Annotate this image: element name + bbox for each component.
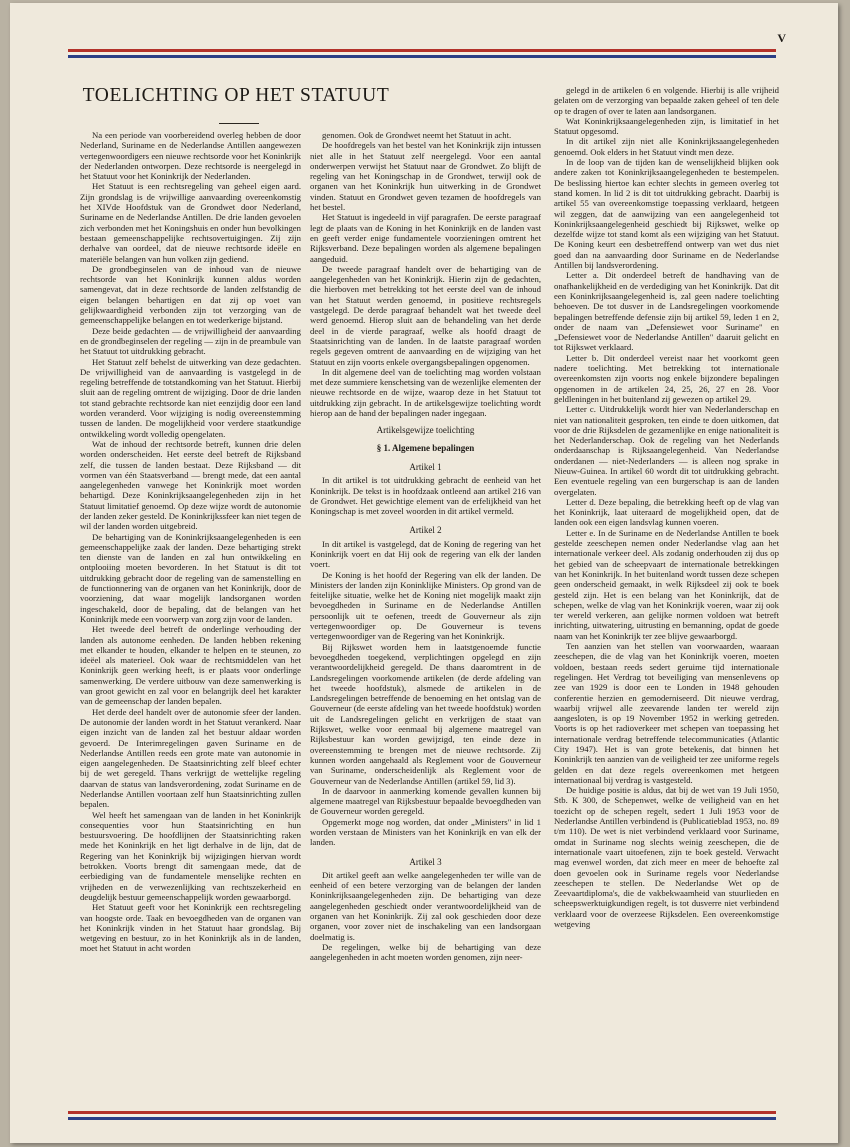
paragraph: Wat de inhoud der rechtsorde betreft, kunnen drie delen worden onderscheiden. Het eerste deel betreft de Rijksband zelf, die tussen de landen bestaat. Deze Rijksband — dit vormen van één Staatsverband — brengt mede, dat een aantal aangelegenheden vanwege het Koninkrijk moet worden behartigd. Deze Koninkrijksaangelegenheden zijn in het Statuut limitatief genoemd. Op deze wijze wordt de autonomie der landen zeker gesteld. De Koninkrijkssfeer kan niet tegen de wil der landen worden uitgebreid. xyxy=(80,438,301,532)
page-sheet xyxy=(10,3,838,1143)
column-1 xyxy=(80,130,301,954)
article-2-title: Artikel 2 xyxy=(409,525,442,536)
paragraph: Letter d. Deze bepaling, die betrekking heeft op de vlag van het Koninkrijk, laat uiteraard de mogelijkheid open, dat de landen ook een eigen landsvlag kunnen voeren. xyxy=(554,496,779,528)
paragraph: In de daarvoor in aanmerking komende gevallen kunnen bij algemene maatregel van Rijksbestuur bepaalde bevoegdheden van de Gouverneur worden geregeld. xyxy=(310,785,541,817)
paragraph: Letter a. Dit onderdeel betreft de handhaving van de onafhankelijkheid en de verdediging van het Koninkrijk. Dat dit een Koninkrijksaangelegenheid is, zal geen nadere toelichting behoeven. De tot dusver in de Landsregelingen voorkomende bepalingen betreffende defensie zijn bij artikel 59, leden 1 en 2, onder de naam van „Defensiewet voor Suriname" en „Defensiewet voor de Nederlandse Antillen" daaruit gelicht en tot Rijkswet verklaard. xyxy=(554,270,779,353)
paragraph: De hoofdregels van het bestel van het Koninkrijk zijn intussen niet alle in het Statuut zelf neergelegd. Voor een aantal onderwerpen verwijst het Statuut naar de Grondwet. Zo blijft de regeling van het Koningschap in de Grondwet, terwijl ook de organen van het Koninkrijk hun uitwerking in de Grondwet vinden. Statuut en Grondwet geven tezamen de hoofdregels van het bestel. xyxy=(310,140,541,213)
paragraph: Letter e. In de Suriname en de Nederlandse Antillen te boek gestelde zeeschepen nemen onder Nederlandse vlag aan het internationale verkeer deel. Als zodanig onderhouden zij dus op het gebied van de scheepvaart de internationale betrekkingen van het Koninkrijk. In het buitenland wordt tussen deze schepen geen onderscheid gemaakt, in welk Rijksdeel zij ook te boek gesteld zijn. Het is een belang van het Koninkrijk, dat de schepen, welke de vlag van het Koninkrijk voeren, waar zij ook ter wereld verkeren, aan gelijke normen voldoen wat betreft inrichting, uitwatering, uitrusting en bemanning, opdat de goede naam van het Koninkrijk ter zee blijve gewaarborgd. xyxy=(554,527,779,641)
paragraph: Letter c. Uitdrukkelijk wordt hier van Nederlanderschap en niet van nationaliteit gesproken, ten einde te doen uitkomen, dat voor de drie Rijksdelen de gezamenlijke en enige nationaliteit is het Nederlanderschap. Ook de regeling van het Nederlands onderdaanschap is Rijksaangelegenheid. Van Nederlandse onderdanen — niet-Nederlanders — is alleen nog sprake in Nieuw-Guinea. In artikel 60 wordt dit tot uitdrukking gebracht. Een eventuele regeling van een burgerschap is aan de landen overgelaten. xyxy=(554,404,779,497)
article-3-title: Artikel 3 xyxy=(409,856,442,867)
flag-blue-stripe xyxy=(68,55,776,58)
article-1-body xyxy=(310,475,541,516)
paragraph: Ten aanzien van het stellen van voorwaarden, waaraan zeeschepen, die de vlag van het Koninkrijk voeren, moeten voldoen, bestaan reeds sedert geruime tijd internationale regelingen. Het Verdrag tot beveiliging van mensenlevens op zee van 1929 is door een te Londen in 1948 gehouden conferentie herzien en gemoderniseerd. Dit nieuwe verdrag, waarbij vrijwel alle zeevarende landen ter wereld zijn aangesloten, is op 19 November 1952 in werking getreden. Voorts is op het radioverkeer met schepen van toepassing het internationale verdrag betreffende telecommunicaties (Atlantic City 1947). Het is van grote betekenis, dat binnen het Koninkrijk ten aanzien van de veiligheid ter zee uniforme regels gelden en dat deze regels overeenkomen met hetgeen internationaal bij verdrag is vastgesteld. xyxy=(554,641,779,785)
paragraph: Het Statuut is een rechtsregeling van geheel eigen aard. Zijn grondslag is de vrijwillige aanvaarding overeenkomstig het XIVde Hoofdstuk van de Grondwet door Nederland, Suriname en de Nederlandse Antillen. De drie landen gevoelen zich verbonden met het Koningshuis en onder hun bevolkingen bestaan gemeenschappelijke rechtsovertuigingen. Zij zijn derhalve van oordeel, dat de nieuwe rechtsorde ideële en materiële belangen van hun volken zijn gediend. xyxy=(80,181,301,264)
paragraph: De behartiging van de Koninkrijksaangelegenheden is een gemeenschappelijke zaak der landen. Deze behartiging strekt ten dienste van de landen en zal hun ontwikkeling en ontplooiing moeten bevorderen. In het Statuut is dit tot uitdrukking gebracht door de regeling van de samenstelling en de functionnering van de organen van het Koninkrijk, door de voorziening, dat waar mogelijk landsorganen worden ingeschakeld, door de bepaling, dat de belangen van het Koninkrijk mede een voorwerp van zorg zijn voor de landen. xyxy=(80,531,301,624)
page-number: V xyxy=(777,31,786,45)
paragraph: genomen. Ook de Grondwet neemt het Statuut in acht. xyxy=(322,130,512,140)
paragraph: De regelingen, welke bij de behartiging van deze aangelegenheden in acht moeten worden genomen, zijn neer- xyxy=(310,941,541,963)
paragraph: De tweede paragraaf handelt over de behartiging van de aangelegenheden van het Koninkrijk. Hierin zijn de gedachten, die hierboven met betrekking tot het eerste deel van de inhoud van het Statuut werden genoemd, in positieve rechtsregels vastgelegd. De derde paragraaf behandelt wat het tweede deel werd genoemd. Hierop sluit aan de behandeling van het derde deel in de vierde paragraaf, welke als hoofd draagt de Staatsinrichting van de landen. In de laatste paragraaf worden regels gegeven omtrent de aanvaarding en de wijziging van het Statuut en zijn voorts enkele overgangsbepalingen opgenomen. xyxy=(310,263,541,367)
flag-stripes-top xyxy=(68,49,776,58)
paragraph: Wat Koninkrijksaangelegenheden zijn, is limitatief in het Statuut opgesomd. xyxy=(554,115,779,137)
column-2 xyxy=(310,130,541,963)
page-title: TOELICHTING OP HET STATUUT xyxy=(82,85,390,106)
paragraph: Bij Rijkswet worden hem in laatstgenoemde functie bevoegdheden toegekend, verplichtingen opgelegd en zijn verantwoordelijkheid geregeld. De thans daaromtrent in de Landsregelingen voorkomende artikelen (de derde afdeling van het tweede hoofdstuk), alsmede de artikelen in de Landsregelingen betreffende de benoeming en het ontslag van de Gouverneur (de eerste afdeling van het tweede hoofdstuk) worden uit de Landsregelingen gelicht en verkrijgen de staat van Rijkswet, welke voor eenmaal bij algemene maatregel van Rijksbestuur kan worden gewijzigd, ten einde deze in overeenstemming te brengen met de nieuwe rechtsorde. Zij kunnen worden aangehaald als Reglement voor de Gouverneur van Suriname, onderscheidenlijk als Reglement voor de Gouverneur van de Nederlandse Antillen (artikel 59, lid 3). xyxy=(310,641,541,786)
col2-intro xyxy=(310,130,541,418)
paragraph: Opgemerkt moge nog worden, dat onder „Ministers" in lid 1 worden verstaan de Ministers van het Koninkrijk en van elk der landen. xyxy=(310,816,541,848)
title-underline xyxy=(219,123,259,124)
paragraph: Deze beide gedachten — de vrijwilligheid der aanvaarding en de grondbeginselen der regeling — zijn in de preambule van het Statuut tot uitdrukking gebracht. xyxy=(80,325,301,357)
paragraph: Het Statuut is ingedeeld in vijf paragrafen. De eerste paragraaf legt de plaats van de Koning in het Koninkrijk en de landen vast en geeft verder enige fundamentele voorzieningen omtrent het Rijksverband. Deze bepalingen worden als algemene bepalingen aangeduid. xyxy=(310,212,541,264)
paragraph: Dit artikel geeft aan welke aangelegenheden ter wille van de eenheid of een betere verzorging van de belangen der landen Koninkrijksaangelegenheden zijn. De behartiging van deze aangelegenheden geschiedt onder verantwoordelijkheid van de organen van het Koninkrijk. Zij zal ook geschieden door deze organen, voor zover niet de inschakeling van een landsorgaan doelmatig is. xyxy=(310,869,541,942)
article-1-title: Artikel 1 xyxy=(409,461,442,472)
paragraph: gelegd in de artikelen 6 en volgende. Hierbij is alle vrijheid gelaten om de verzorging van bepaalde zaken geheel of ten dele op te dragen of over te laten aan landsorganen. xyxy=(554,85,779,116)
flag-blue-stripe xyxy=(68,1117,776,1120)
paragraph: Het Statuut geeft voor het Koninkrijk een rechtsregeling van hoogste orde. Taak en bevoegdheden van de organen van het Koninkrijk vinden in het Statuut haar grondslag. Bij wetgeving en bestuur, zo in het Koninkrijk als in de landen, moet het Statuut in acht worden xyxy=(80,902,301,954)
article-2-body xyxy=(310,539,541,848)
paragraph: Letter b. Dit onderdeel vereist naar het voorkomt geen nadere toelichting. Met betrekking tot internationale overeenkomsten zijn voorts nog enkele bijzondere bepalingen opgenomen in de artikelen 24, 25, 26, 27 en 28. Voor geldleningen in het buitenland zij gewezen op artikel 29. xyxy=(554,352,779,404)
paragraph: In dit artikel is vastgelegd, dat de Koning de regering van het Koninkrijk voert en dat Hij ook de regering van elk der landen voert. xyxy=(310,538,541,570)
paragraph: In dit artikel zijn niet alle Koninkrijksaangelegenheden genoemd. Ook elders in het Statuut vindt men deze. xyxy=(554,136,779,157)
paragraph: In de loop van de tijden kan de wenselijkheid blijken ook andere zaken tot Koninkrijksaangelegenheden te bestempelen. De beslissing hiertoe kan echter slechts in gemeen overleg tot stand komen. In lid 2 is dit tot uitdrukking gebracht. Daarbij is artikel 55 van overeenkomstige toepassing verklaard, hetgeen wil zeggen, dat de aanwijzing van een aangelegenheid tot Koninkrijksaangelegenheid geschiedt bij Rijkswet, welke op dezelfde wijze tot stand komt als een wijziging van het Statuut. De Koning keurt een desbetreffend ontwerp van wet dus niet goed dan na aanvaarding door Suriname en de Nederlandse Antillen bij landsverordening. xyxy=(554,157,779,271)
column-3 xyxy=(554,85,779,929)
paragraph: In dit artikel is tot uitdrukking gebracht de eenheid van het Koninkrijk. De tekst is in hoofdzaak ontleend aan artikel 216 van de Grondwet. Het gewichtige element van de erfelijkheid van het Koningschap is met zoveel woorden in dit artikel vermeld. xyxy=(310,475,541,517)
paragraph: De huidige positie is aldus, dat bij de wet van 19 Juli 1950, Stb. K 300, de Schepenwet, welke de veiligheid van en het toezicht op de schepen regelt, sedert 1 Juli 1953 voor de Nederlandse Antillen verbindend is (Publicatieblad 1953, no. 89 t/m 110). De wet is niet verbindend verklaard voor Suriname, omdat in Suriname nog slechts weinig zeeschepen, die de internationale vaart uitoefenen, zijn te boek gesteld. Verwacht mag evenwel worden, dat zich meer en meer de behoefte zal doen gevoelen ook in Suriname regels voor Nederlandse zeeschepen te stellen. De Nederlandse Wet op de Zeevaartdiploma's, die de vakbekwaamheid van stuurlieden en scheepswerktuigkundigen regelt, is tot dusverre niet verbindend verklaard voor de overzeese Rijksdelen. Een overeenkomstige wetgeving xyxy=(554,785,779,930)
paragraph: Na een periode van voorbereidend overleg hebben de door Nederland, Suriname en de Nederlandse Antillen aangewezen vertegenwoordigers een nieuwe rechtsorde voor het Koninkrijk der Nederlanden ontworpen. Deze rechtsorde is neergelegd in het Statuut voor het Koninkrijk der Nederlanden. xyxy=(80,130,301,182)
article-3-body xyxy=(310,870,541,963)
paragraph: Het tweede deel betreft de onderlinge verhouding der landen als autonome eenheden. De landen hebben rekening met elkander te houden, elkander te helpen en te steunen, zo ideëel als materieel. Ook waar de rechtsmiddelen van het Koninkrijk geen werking heeft, is er plaats voor onderlinge samenwerking. De verdere uitbouw van deze samenwerking is van groot gewicht en zal voor en belangrijk deel het karakter van de gemeenschap der landen bepalen. xyxy=(80,624,301,707)
section-heading-artikelsgewijze: Artikelsgewijze toelichting xyxy=(376,425,475,436)
paragraph: De grondbeginselen van de inhoud van de nieuwe rechtsorde van het Koninkrijk kunnen aldus worden samengevat, dat in deze rechtsorde de landen zelfstandig de eigen belangen behartigen en dat zij op voet van gelijkwaardigheid verbonden zijn tot verzorging van de gemeenschappelijke belangen en tot wederkerige bijstand. xyxy=(80,263,301,326)
paragraph: De Koning is het hoofd der Regering van elk der landen. De Ministers der landen zijn Koninklijke Ministers. Op grond van de feitelijke situatie, welke het de Koning niet mogelijk maakt zijn bevoegdheden in Suriname en de Nederlandse Antillen persoonlijk uit te oefenen, treedt de Gouverneur als zijn vertegenwoordiger op. De Gouverneur is tevens vertegenwoordiger van de Regering van het Koninkrijk. xyxy=(310,569,541,642)
paragraph: Het Statuut zelf behelst de uitwerking van deze gedachten. De vrijwilligheid van de aanvaarding is vastgelegd in de regeling betreffende de totstandkoming van het Statuut. Hierbij sluit aan de regeling omtrent de wijziging. Door de drie landen tot stand gebrachte rechtsorde kan niet eenzijdig door een land worden veranderd. Voor wijziging is nodig overeenstemming tussen de landen. De mogelijkheid voor verdere staatkundige ontwikkeling wordt volledig opengelaten. xyxy=(80,356,301,439)
flag-stripes-bottom xyxy=(68,1111,776,1120)
paragraph: Wel heeft het samengaan van de landen in het Koninkrijk consequenties voor hun Staatsinrichting en hun bestuursvoering. De hoofdlijnen der Staatsinrichting raken mede het Koninkrijk en het ligt derhalve in de lijn, dat de Regering van het Koninkrijk bij wijzigingen hiervan wordt betrokken. Voorts brengt dit samengaan mede, dat de eerbiediging van de fundamentele menselijke rechten en vrijheden en de verwezenlijking van rechtszekerheid en deugdelijk bestuur gemeenschappelijk worden gewaarborgd. xyxy=(80,809,301,902)
paragraph: In dit algemene deel van de toelichting mag worden volstaan met deze summiere kenschetsing van de wezenlijke elementen der nieuwe rechtsorde en de wijze, waarop deze in het Statuut tot uitdrukking zijn gebracht. In de artikelsgewijze toelichting wordt hierop aan de hand der bepalingen nader ingegaan. xyxy=(310,366,541,419)
section-heading-algemene-bepalingen: § 1. Algemene bepalingen xyxy=(376,442,475,453)
paragraph: Het derde deel handelt over de autonomie sfeer der landen. De autonomie der landen wordt in het Statuut verankerd. Naar eigen inzicht van de landen zal het bestuur aldaar worden gevoerd. De Interimregelingen gaven Suriname en de Nederlandse Antillen reeds een grote mate van autonomie in eigen aangelegenheden. De Staatsinrichting zelf bleef echter bij de wet geregeld. Thans verkrijgt de wettelijke regeling daarvan de status van landsverordening, zodat Suriname en de Nederlandse Antillen voortaan zelf hun Staatsinrichting zullen bepalen. xyxy=(80,706,301,810)
